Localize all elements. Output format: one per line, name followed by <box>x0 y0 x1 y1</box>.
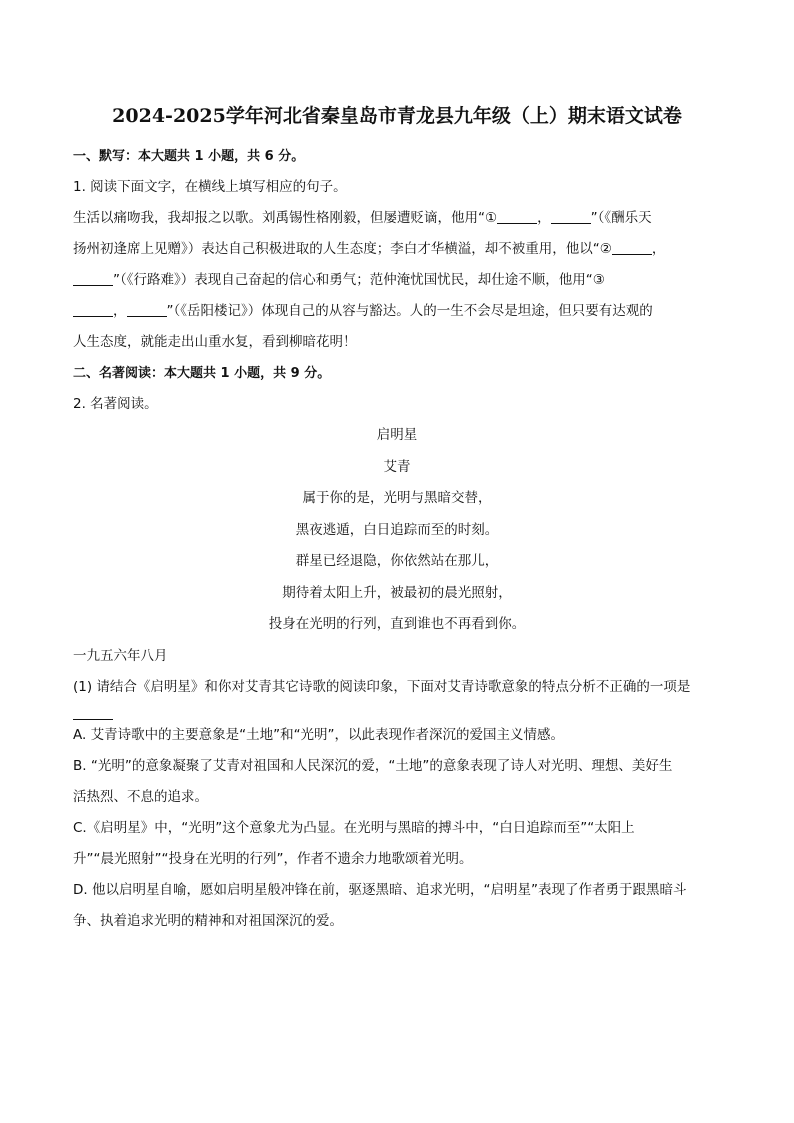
option-a: A. 艾青诗歌中的主要意象是“土地”和“光明”，以此表现作者深沉的爱国主义情感。 <box>73 726 565 743</box>
option-d-cont: 争、执着追求光明的精神和对祖国深沉的爱。 <box>73 912 343 929</box>
question-1-passage-line: 人生态度，就能走出山重水复，看到柳暗花明！ <box>73 334 357 350</box>
question-1-prompt: 1. 阅读下面文字，在横线上填写相应的句子。 <box>73 179 347 195</box>
answer-blank-2b[interactable] <box>73 271 113 286</box>
question-1-passage-line <box>73 234 721 265</box>
poem <box>73 420 721 641</box>
poem-line: 投身在光明的行列，直到谁也不再看到你。 <box>268 616 526 632</box>
passage-text: ， <box>651 241 666 257</box>
option-c-cont: 升”“晨光照射”“投身在光明的行列”，作者不遗余力地歌颂着光明。 <box>73 850 473 867</box>
poem-line: 属于你的是，光明与黑暗交替， <box>302 490 492 506</box>
passage-text: ， <box>537 210 551 226</box>
question-2-1-stem: (1) 请结合《启明星》和你对艾青其它诗歌的阅读印象，下面对艾青诗歌意象的特点分析不正确的一项是 <box>73 678 691 695</box>
question-2-prompt: 2. 名著阅读。 <box>73 396 158 412</box>
poem-line: 期待着太阳上升，被最初的晨光照射， <box>282 584 512 601</box>
option-c: C.《启明星》中，“光明”这个意象尤为凸显。在光明与黑暗的搏斗中，“白日追踪而至”“太阳上 <box>73 819 635 836</box>
answer-blank-3a[interactable] <box>73 302 113 317</box>
poem-line: 群星已经退隐，你依然站在那儿， <box>295 553 499 569</box>
option-b: B. “光明”的意象凝聚了艾青对祖国和人民深沉的爱，“土地”的意象表现了诗人对光明、理想、美好生 <box>73 757 673 774</box>
passage-text: 扬州初逢席上见赠》）表达自己积极进取的人生态度；李白才华横溢，却不被重用，他以“② <box>73 241 612 257</box>
section-1-header: 一、默写：本大题共 1 小题，共 6 分。 <box>73 149 305 164</box>
passage-text: ”（《酬乐天 <box>590 210 652 226</box>
answer-blank-1b[interactable] <box>551 209 591 224</box>
exam-content <box>73 141 721 937</box>
option-b-cont: 活热烈、不息的追求。 <box>73 788 208 805</box>
answer-blank-2a[interactable] <box>612 240 652 255</box>
answer-blank-3b[interactable] <box>127 302 167 317</box>
passage-text: 生活以痛吻我，我却报之以歌。刘禹锡性格刚毅，但屡遭贬谪，他用“① <box>73 210 498 226</box>
answer-blank-q2-1[interactable] <box>73 705 113 720</box>
section-2-header: 二、名著阅读：本大题共 1 小题，共 9 分。 <box>73 366 331 381</box>
poem-author: 艾青 <box>383 458 411 475</box>
question-1-passage-line <box>73 203 721 234</box>
passage-text: ， <box>113 303 127 319</box>
question-1-passage-line <box>73 265 721 296</box>
answer-blank-1a[interactable] <box>497 209 537 224</box>
question-1-passage-line <box>73 296 721 327</box>
poem-line: 黑夜逃遁，白日追踪而至的时刻。 <box>295 521 499 538</box>
poem-date: 一九五六年八月 <box>73 647 168 664</box>
passage-text: ”（《行路难》）表现自己奋起的信心和勇气；范仲淹忧国忧民，却仕途不顺，他用“③ <box>113 272 605 288</box>
poem-title: 启明星 <box>376 427 418 443</box>
exam-title: 2024-2025学年河北省秦皇岛市青龙县九年级（上）期末语文试卷 <box>112 105 682 127</box>
option-d: D. 他以启明星自喻，愿如启明星般冲锋在前，驱逐黑暗、追求光明，“启明星”表现了作者勇于跟黑暗斗 <box>73 881 687 898</box>
passage-text: ”（《岳阳楼记》）体现自己的从容与豁达。人的一生不会尽是坦途，但只要有达观的 <box>166 303 653 319</box>
